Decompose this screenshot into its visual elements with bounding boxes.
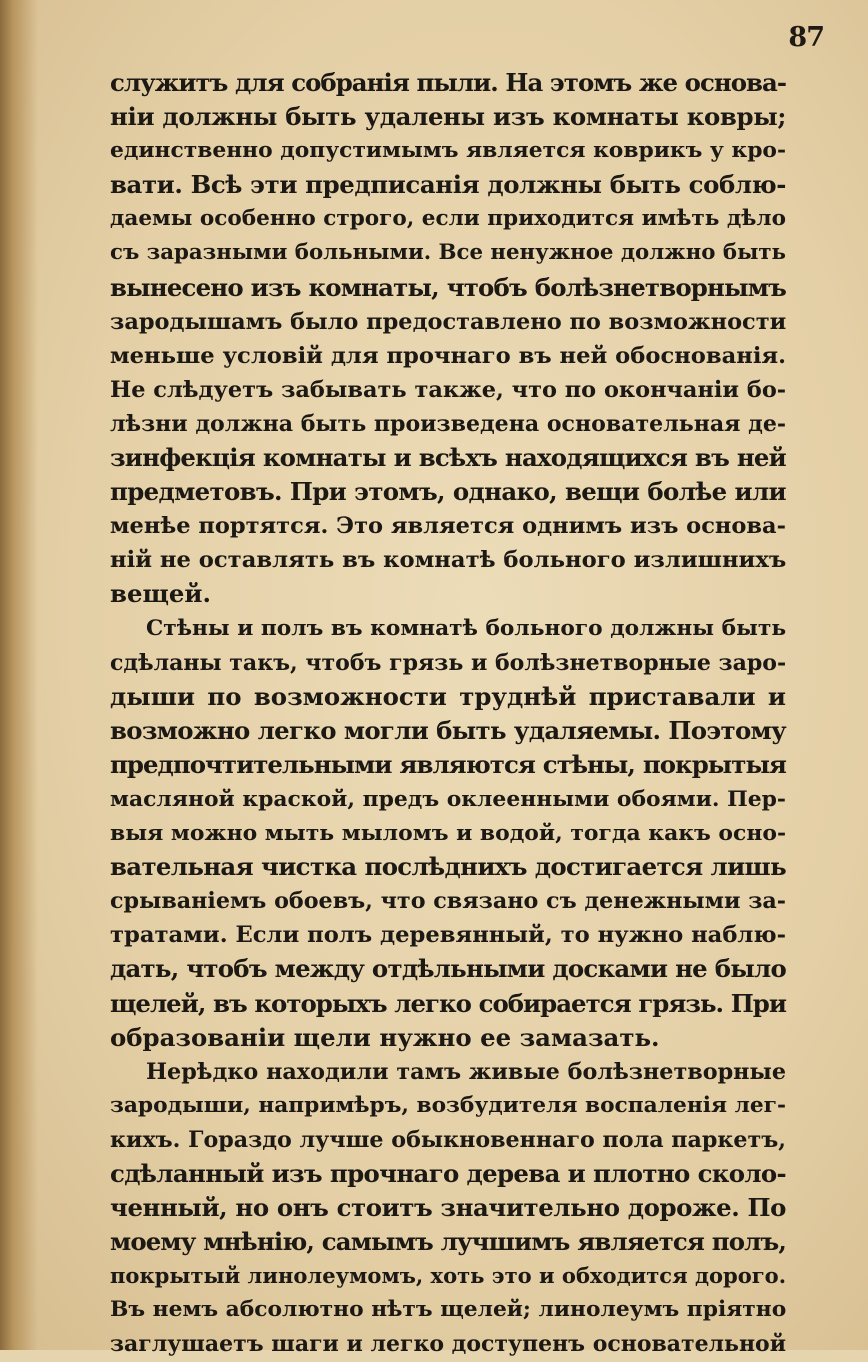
- text-line: даемы особенно строго, если приходится имѣть дѣло: [110, 206, 786, 232]
- text-line: служитъ для собранія пыли. На этомъ же основа-: [110, 68, 786, 97]
- text-line: вати. Всѣ эти предписанія должны быть соблю-: [110, 170, 786, 200]
- text-line: покрытый линолеумомъ, хоть это и обходится дорого.: [110, 1263, 787, 1289]
- text-line: сдѣланный изъ прочнаго дерева и плотно сколо-: [110, 1159, 786, 1188]
- binding-shadow: [0, 0, 38, 1350]
- text-line: кихъ. Гораздо лучше обыкновеннаго пола паркетъ,: [110, 1126, 786, 1153]
- text-line: предпочтительными являются стѣны, покрытыя: [110, 749, 786, 779]
- text-line: заглушаетъ шаги и легко доступенъ основательной: [110, 1331, 786, 1358]
- text-line: возможно легко могли быть удаляемы. Поэтому: [110, 715, 786, 745]
- text-line: Въ немъ абсолютно нѣтъ щелей; линолеумъ пріятно: [110, 1297, 787, 1323]
- text-line: дать, чтобъ между отдѣльными досками не было: [110, 954, 786, 984]
- text-line: щелей, въ которыхъ легко собирается грязь. При: [110, 988, 786, 1018]
- text-line: Нерѣдко находили тамъ живые болѣзнетворные: [146, 1058, 786, 1085]
- text-line: вещей.: [110, 579, 211, 609]
- text-line: зинфекція комнаты и всѣхъ находящихся въ ней: [110, 443, 786, 473]
- text-line: тратами. Если полъ деревянный, то нужно наблю-: [110, 922, 787, 949]
- text-line: образованіи щели нужно ее замазать.: [110, 1022, 660, 1052]
- text-line: выя можно мыть мыломъ и водой, тогда какъ осно-: [110, 820, 787, 847]
- text-line: менѣе портятся. Это является однимъ изъ основа-: [110, 513, 786, 540]
- text-line: вательная чистка послѣднихъ достигается лишь: [110, 852, 786, 882]
- text-line: зародышамъ было предоставлено по возможности: [110, 308, 787, 335]
- text-line: срываніемъ обоевъ, что связано съ денежными за-: [110, 888, 786, 915]
- text-line: масляной краской, предъ оклеенными обоями. Пер-: [110, 785, 786, 812]
- text-line: единственно допустимымъ является коврикъ у кро-: [110, 138, 786, 164]
- text-line: ній не оставлять въ комнатѣ больного излишнихъ: [110, 547, 787, 574]
- text-line: лѣзни должна быть произведена основательная де-: [110, 410, 787, 437]
- text-line: ніи должны быть удалены изъ комнаты ковры;: [110, 102, 786, 132]
- text-line: Стѣны и полъ въ комнатѣ больного должны быть: [146, 615, 787, 641]
- text-line: предметовъ. При этомъ, однако, вещи болѣе или: [110, 477, 786, 507]
- text-line: Не слѣдуетъ забывать также, что по окончаніи бо-: [110, 376, 787, 403]
- text-line: вынесено изъ комнаты, чтобъ болѣзнетворнымъ: [110, 272, 786, 302]
- text-line: меньше условій для прочнаго въ ней обоснованія.: [110, 342, 786, 369]
- text-line: съ заразными больными. Все ненужное должно быть: [110, 240, 786, 266]
- text-line: зародыши, напримѣръ, возбудителя воспаленія лег-: [110, 1092, 786, 1118]
- text-line: дыши по возможности труднѣй приставали и: [110, 681, 786, 711]
- body-text: [110, 66, 786, 1362]
- page-number: 87: [788, 22, 824, 53]
- text-line: ченный, но онъ стоитъ значительно дороже. По: [110, 1193, 786, 1223]
- text-line: моему мнѣнію, самымъ лучшимъ является полъ,: [110, 1227, 786, 1257]
- text-line: сдѣланы такъ, чтобъ грязь и болѣзнетворные заро-: [110, 649, 787, 676]
